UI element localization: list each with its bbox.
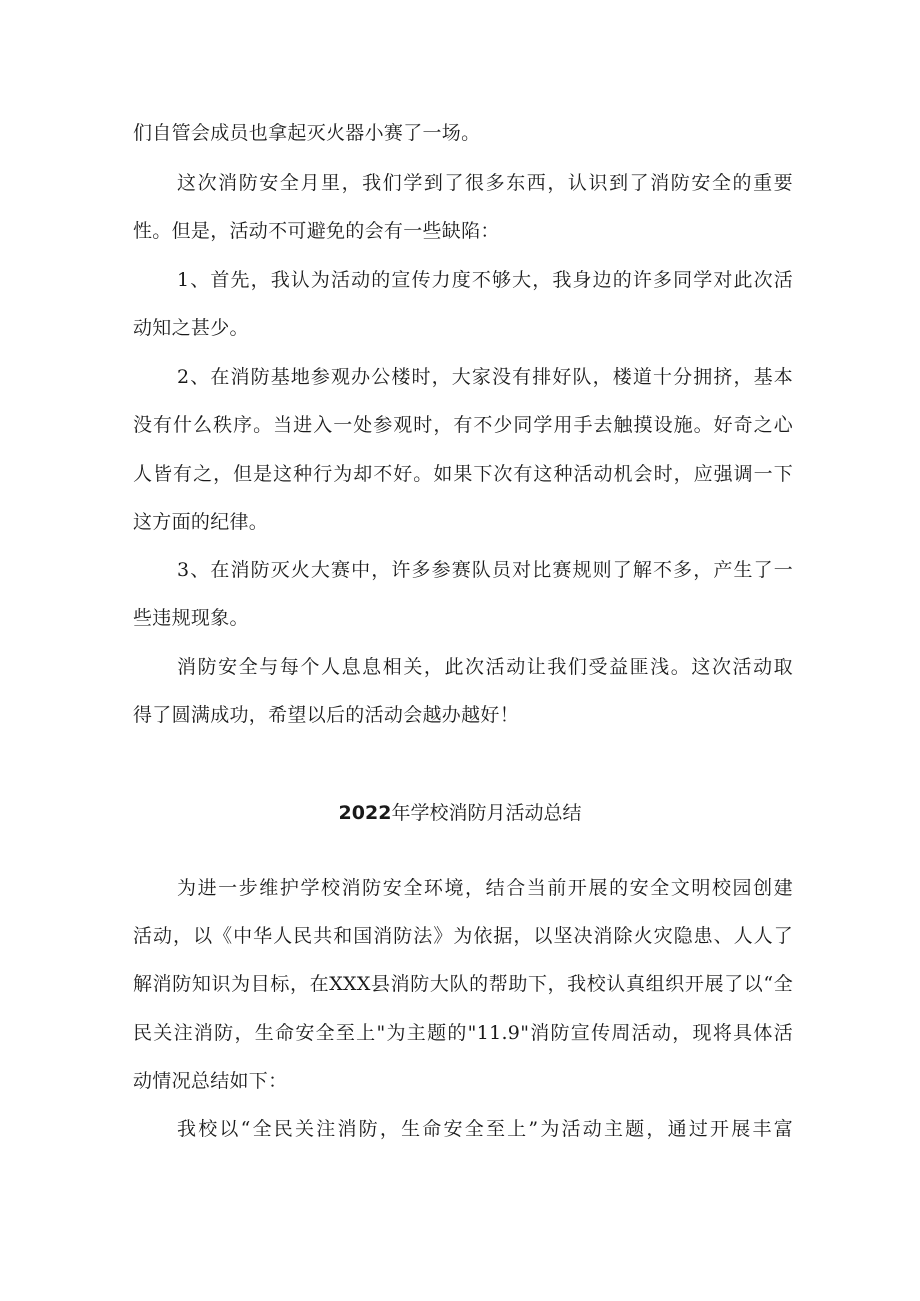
point-one-line: 1、首先，我认为活动的宣传力度不够大，我身边的许多同学对此次活: [177, 269, 793, 291]
title-year: 2022: [338, 802, 392, 824]
point-three-line: 些违规现象。: [133, 607, 249, 629]
intro-paragraph-line: 解消防知识为目标，在XXX县消防大队的帮助下，我校认真组织开展了以“全: [133, 973, 793, 995]
point-three-line: 3、在消防灭火大赛中，许多参赛队员对比赛规则了解不多，产生了一: [177, 559, 793, 581]
summary-paragraph-line: 性。但是，活动不可避免的会有一些缺陷：: [133, 220, 500, 242]
closing-paragraph-line: 得了圆满成功，希望以后的活动会越办越好！: [133, 704, 520, 726]
point-two-line: 这方面的纪律。: [133, 511, 269, 533]
point-two-line: 2、在消防基地参观办公楼时，大家没有排好队，楼道十分拥挤，基本: [177, 366, 793, 388]
intro-paragraph-line: 为进一步维护学校消防安全环境，结合当前开展的安全文明校园创建: [177, 877, 793, 899]
intro-paragraph-line: 活动，以《中华人民共和国消防法》为依据，以坚决消除火灾隐患、人人了: [133, 925, 793, 947]
closing-paragraph-line: 消防安全与每个人息息相关，此次活动让我们受益匪浅。这次活动取: [177, 656, 793, 678]
point-two-line: 人皆有之，但是这种行为却不好。如果下次有这种活动机会时，应强调一下: [133, 463, 793, 485]
section-title: [0, 800, 920, 826]
continuation-line: 们自管会成员也拿起灭火器小赛了一场。: [133, 122, 481, 144]
summary-paragraph-line: 这次消防安全月里，我们学到了很多东西，认识到了消防安全的重要: [177, 172, 793, 194]
point-one-line: 动知之甚少。: [133, 317, 249, 339]
point-two-line: 没有什么秩序。当进入一处参观时，有不少同学用手去触摸设施。好奇之心: [133, 414, 793, 436]
theme-paragraph-line: 我校以“全民关注消防，生命安全至上”为活动主题，通过开展丰富: [177, 1118, 793, 1140]
intro-paragraph-line: 民关注消防，生命安全至上"为主题的"11.9"消防宣传周活动，现将具体活: [133, 1022, 793, 1044]
intro-paragraph-line: 动情况总结如下：: [133, 1070, 288, 1092]
title-text: 年学校消防月活动总结: [391, 802, 582, 824]
